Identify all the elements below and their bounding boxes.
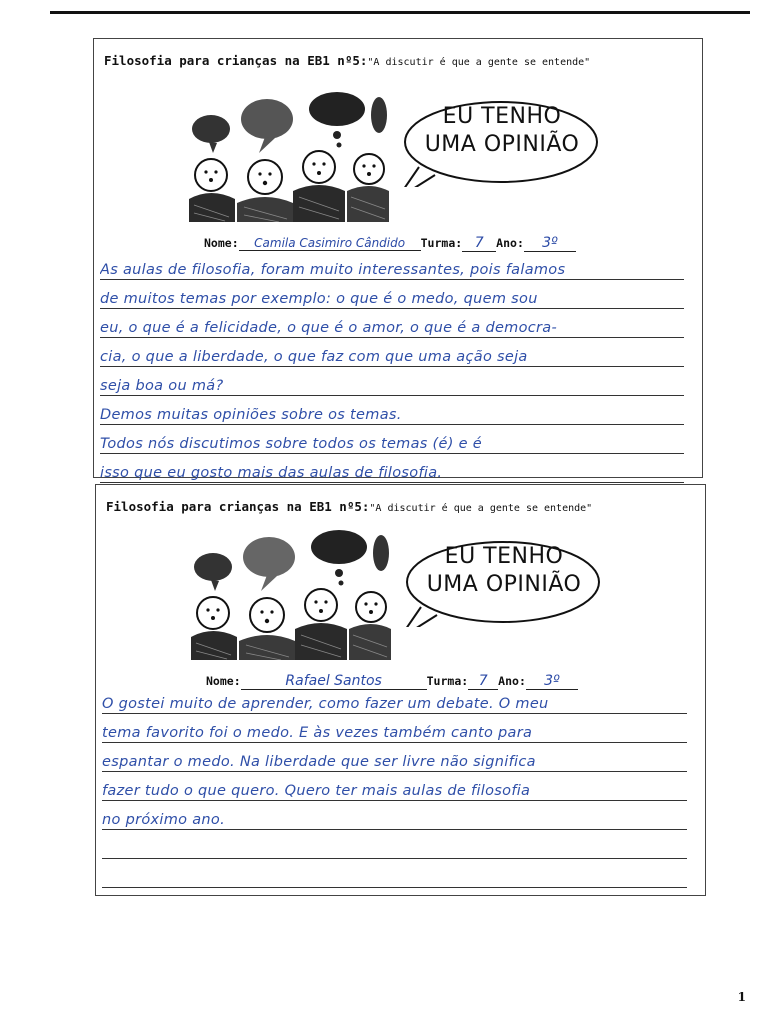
top-rule	[50, 11, 750, 14]
bubble-line-1: EU TENHO	[444, 544, 564, 569]
answer-line: O gostei muito de aprender, como fazer um debate. O meu	[102, 685, 687, 714]
turma-label: Turma:	[426, 674, 469, 688]
ano-label: Ano:	[498, 674, 526, 688]
worksheet-1	[93, 38, 703, 481]
children-thinking-illustration	[189, 87, 389, 222]
speech-bubble-text	[416, 543, 592, 599]
answer-line: no próximo ano.	[102, 801, 687, 830]
bubble-line-2: UMA OPINIÃO	[426, 572, 582, 597]
ano-label: Ano:	[496, 236, 524, 250]
answer-line: Demos muitas opiniões sobre os temas.	[100, 396, 684, 425]
header-title: Filosofia para crianças na EB1 nº5:	[106, 499, 370, 514]
turma-value: 7	[468, 673, 498, 690]
turma-value: 7	[462, 235, 496, 252]
answer-line: fazer tudo o que quero. Quero ter mais aulas de filosofia	[102, 772, 687, 801]
answer-line: As aulas de filosofia, foram muito interessantes, pois falamos	[100, 251, 684, 280]
turma-label: Turma:	[420, 236, 463, 250]
ano-value: 3º	[524, 235, 576, 252]
answer-line: de muitos temas por exemplo: o que é o medo, quem sou	[100, 280, 684, 309]
worksheet-header	[106, 499, 592, 514]
name-value: Rafael Santos	[241, 673, 427, 690]
page-number: 1	[737, 990, 746, 1004]
speech-bubble-text	[414, 103, 590, 159]
header-title: Filosofia para crianças na EB1 nº5:	[104, 53, 368, 68]
answer-line: espantar o medo. Na liberdade que ser livre não significa	[102, 743, 687, 772]
worksheet-header	[104, 53, 590, 68]
answer-line: cia, o que a liberdade, o que faz com que uma ação seja	[100, 338, 684, 367]
header-quote: "A discutir é que a gente se entende"	[369, 503, 593, 514]
answer-line: isso que eu gosto mais das aulas de filosofia.	[100, 454, 684, 483]
name-label: Nome:	[206, 674, 241, 688]
bubble-line-1: EU TENHO	[442, 104, 562, 129]
answer-line: tema favorito foi o medo. E às vezes também canto para	[102, 714, 687, 743]
children-thinking-illustration	[191, 525, 391, 660]
answer-line: seja boa ou má?	[100, 367, 684, 396]
worksheet-2	[95, 484, 706, 896]
student-info	[204, 235, 576, 252]
header-quote: "A discutir é que a gente se entende"	[367, 57, 591, 68]
answer-line	[102, 830, 687, 859]
answer-line: Todos nós discutimos sobre todos os temas (é) e é	[100, 425, 684, 454]
name-label: Nome:	[204, 236, 239, 250]
name-value: Camila Casimiro Cândido	[239, 236, 421, 251]
answer-lines	[102, 685, 687, 888]
answer-lines	[100, 251, 684, 483]
ano-value: 3º	[526, 673, 578, 690]
answer-line	[102, 859, 687, 888]
answer-line: eu, o que é a felicidade, o que é o amor, o que é a democra-	[100, 309, 684, 338]
bubble-line-2: UMA OPINIÃO	[424, 132, 580, 157]
